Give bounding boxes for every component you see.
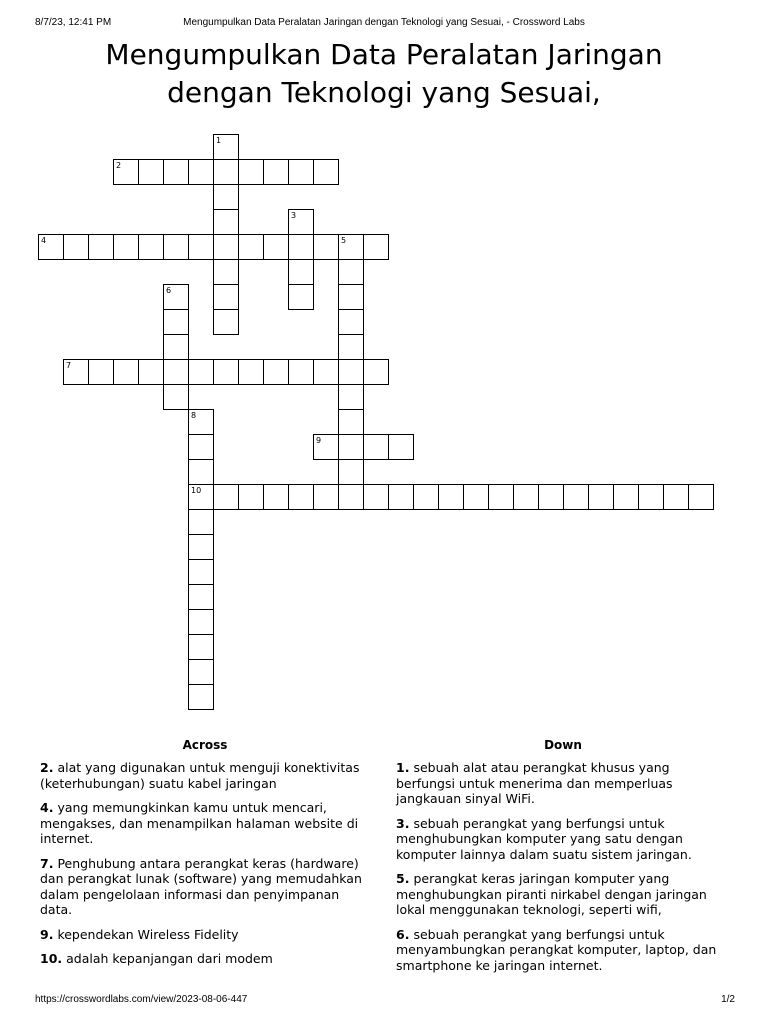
grid-cell[interactable]	[338, 384, 364, 410]
grid-cell[interactable]	[113, 359, 139, 385]
grid-cell[interactable]	[338, 334, 364, 360]
grid-cell[interactable]	[288, 209, 314, 235]
grid-cell[interactable]	[288, 259, 314, 285]
grid-cell[interactable]	[188, 559, 214, 585]
print-page-title: Mengumpulkan Data Peralatan Jaringan dengan Teknologi yang Sesuai, - Crossword Labs	[183, 17, 585, 28]
grid-cell[interactable]	[513, 484, 539, 510]
print-url: https://crosswordlabs.com/view/2023-08-06-447	[35, 994, 248, 1005]
puzzle-title	[0, 36, 768, 112]
grid-cell[interactable]	[213, 284, 239, 310]
grid-cell[interactable]	[238, 234, 264, 260]
down-clue	[396, 927, 730, 974]
grid-cell[interactable]	[363, 484, 389, 510]
grid-cell-number: 3	[291, 211, 297, 220]
grid-cell[interactable]	[213, 259, 239, 285]
down-heading: Down	[544, 738, 582, 752]
grid-cell[interactable]	[313, 359, 339, 385]
grid-cell[interactable]	[188, 659, 214, 685]
grid-cell[interactable]	[138, 359, 164, 385]
grid-cell[interactable]	[238, 359, 264, 385]
grid-cell[interactable]	[238, 159, 264, 185]
grid-cell[interactable]	[188, 584, 214, 610]
grid-cell[interactable]	[288, 359, 314, 385]
across-clue-list	[40, 760, 370, 976]
grid-cell[interactable]	[263, 159, 289, 185]
grid-cell[interactable]	[263, 234, 289, 260]
clue-number: 3.	[396, 815, 410, 831]
grid-cell[interactable]	[88, 234, 114, 260]
grid-cell[interactable]	[313, 159, 339, 185]
grid-cell-number: 9	[316, 436, 322, 445]
grid-cell[interactable]	[288, 284, 314, 310]
grid-cell[interactable]	[188, 434, 214, 460]
grid-cell[interactable]	[313, 234, 339, 260]
down-clue	[396, 760, 730, 807]
grid-cell-number: 10	[191, 486, 202, 495]
grid-cell[interactable]	[138, 159, 164, 185]
grid-cell[interactable]	[113, 234, 139, 260]
grid-cell[interactable]	[263, 484, 289, 510]
down-clue	[396, 816, 730, 863]
grid-cell[interactable]	[213, 159, 239, 185]
grid-cell[interactable]	[338, 459, 364, 485]
grid-cell[interactable]	[213, 184, 239, 210]
clue-number: 4.	[40, 800, 54, 815]
grid-cell[interactable]	[163, 284, 189, 310]
grid-cell-number: 5	[341, 236, 347, 245]
clue-text: yang memungkinkan kamu untuk mencari, mengakses, dan menampilkan halaman website di internet.	[40, 800, 359, 846]
grid-cell[interactable]	[163, 159, 189, 185]
grid-cell[interactable]	[288, 234, 314, 260]
grid-cell[interactable]	[188, 409, 214, 435]
grid-cell[interactable]	[188, 359, 214, 385]
grid-cell-number: 1	[216, 136, 222, 145]
across-clue	[40, 760, 370, 791]
grid-cell[interactable]	[438, 484, 464, 510]
across-clue	[40, 927, 370, 943]
clue-text: alat yang digunakan untuk menguji konektivitas (keterhubungan) suatu kabel jaringan	[40, 760, 360, 791]
grid-cell[interactable]	[188, 634, 214, 660]
clue-text: sebuah perangkat yang berfungsi untuk menghubungkan komputer yang satu dengan komputer lainnya dalam suatu sistem jaringan.	[396, 815, 692, 862]
grid-cell[interactable]	[188, 234, 214, 260]
grid-cell[interactable]	[313, 484, 339, 510]
grid-cell[interactable]	[113, 159, 139, 185]
grid-cell[interactable]	[363, 434, 389, 460]
grid-cell[interactable]	[463, 484, 489, 510]
grid-cell[interactable]	[563, 484, 589, 510]
grid-cell[interactable]	[163, 309, 189, 335]
grid-cell[interactable]	[338, 359, 364, 385]
grid-cell[interactable]	[338, 434, 364, 460]
grid-cell[interactable]	[588, 484, 614, 510]
grid-cell[interactable]	[163, 334, 189, 360]
clue-text: Penghubung antara perangkat keras (hardware) dan perangkat lunak (software) yang memudahkan dalam pengelolaan informasi dan penyimpanan data.	[40, 855, 362, 917]
grid-cell[interactable]	[188, 684, 214, 710]
down-clue	[396, 871, 730, 918]
across-heading: Across	[182, 738, 228, 752]
grid-cell[interactable]	[188, 609, 214, 635]
grid-cell[interactable]	[338, 284, 364, 310]
grid-cell[interactable]	[638, 484, 664, 510]
grid-cell[interactable]	[338, 259, 364, 285]
grid-cell[interactable]	[388, 434, 414, 460]
grid-cell[interactable]	[138, 234, 164, 260]
clue-text: sebuah perangkat yang berfungsi untuk menyambungkan perangkat komputer, laptop, dan smartphone ke jaringan internet.	[396, 926, 717, 973]
grid-cell[interactable]	[163, 234, 189, 260]
grid-cell[interactable]	[213, 209, 239, 235]
clue-number: 1.	[396, 760, 410, 775]
grid-cell[interactable]	[238, 484, 264, 510]
grid-cell[interactable]	[388, 484, 414, 510]
grid-cell[interactable]	[163, 384, 189, 410]
grid-cell[interactable]	[188, 484, 214, 510]
grid-cell[interactable]	[63, 359, 89, 385]
clue-number: 10.	[40, 951, 63, 966]
puzzle-title-line-2: dengan Teknologi yang Sesuai,	[167, 76, 601, 109]
grid-cell[interactable]	[213, 484, 239, 510]
puzzle-title-line-1: Mengumpulkan Data Peralatan Jaringan	[105, 38, 663, 71]
grid-cell[interactable]	[613, 484, 639, 510]
grid-cell-number: 6	[166, 286, 172, 295]
grid-cell[interactable]	[288, 484, 314, 510]
grid-cell[interactable]	[188, 459, 214, 485]
down-clue-list	[396, 760, 730, 982]
grid-cell-number: 7	[66, 361, 72, 370]
grid-cell[interactable]	[213, 309, 239, 335]
clue-number: 5.	[396, 871, 410, 886]
grid-cell[interactable]	[338, 409, 364, 435]
print-datetime: 8/7/23, 12:41 PM	[35, 17, 112, 28]
clue-number: 9.	[40, 926, 54, 942]
grid-cell-number: 2	[116, 161, 122, 170]
across-clue	[40, 856, 370, 918]
clue-number: 7.	[40, 855, 54, 871]
grid-cell[interactable]	[213, 234, 239, 260]
grid-cell[interactable]	[363, 359, 389, 385]
grid-cell[interactable]	[413, 484, 439, 510]
grid-cell[interactable]	[338, 484, 364, 510]
grid-cell[interactable]	[188, 534, 214, 560]
grid-cell[interactable]	[663, 484, 689, 510]
grid-cell[interactable]	[88, 359, 114, 385]
clue-text: kependekan Wireless Fidelity	[57, 926, 239, 942]
grid-cell[interactable]	[188, 509, 214, 535]
grid-cell[interactable]	[688, 484, 714, 510]
across-clue	[40, 800, 370, 847]
grid-cell[interactable]	[338, 234, 364, 260]
grid-cell[interactable]	[38, 234, 64, 260]
across-clue	[40, 951, 370, 967]
grid-cell[interactable]	[213, 134, 239, 160]
grid-cell[interactable]	[363, 234, 389, 260]
grid-cell-number: 4	[41, 236, 47, 245]
print-page-number: 1/2	[721, 994, 735, 1005]
grid-cell[interactable]	[313, 434, 339, 460]
grid-cell[interactable]	[163, 359, 189, 385]
clue-text: adalah kepanjangan dari modem	[66, 951, 273, 966]
clue-number: 2.	[40, 760, 54, 775]
grid-cell[interactable]	[63, 234, 89, 260]
grid-cell[interactable]	[538, 484, 564, 510]
grid-cell[interactable]	[288, 159, 314, 185]
clue-text: perangkat keras jaringan komputer yang menghubungkan piranti nirkabel dengan jaringan lokal menggunakan teknologi, seperti wifi,	[396, 871, 707, 917]
grid-cell-number: 8	[191, 411, 197, 420]
grid-cell[interactable]	[188, 159, 214, 185]
grid-cell[interactable]	[263, 359, 289, 385]
grid-cell[interactable]	[338, 309, 364, 335]
clue-number: 6.	[396, 926, 410, 942]
grid-cell[interactable]	[213, 359, 239, 385]
clue-text: sebuah alat atau perangkat khusus yang berfungsi untuk menerima dan memperluas jangkauan sinyal WiFi.	[396, 760, 673, 806]
grid-cell[interactable]	[488, 484, 514, 510]
